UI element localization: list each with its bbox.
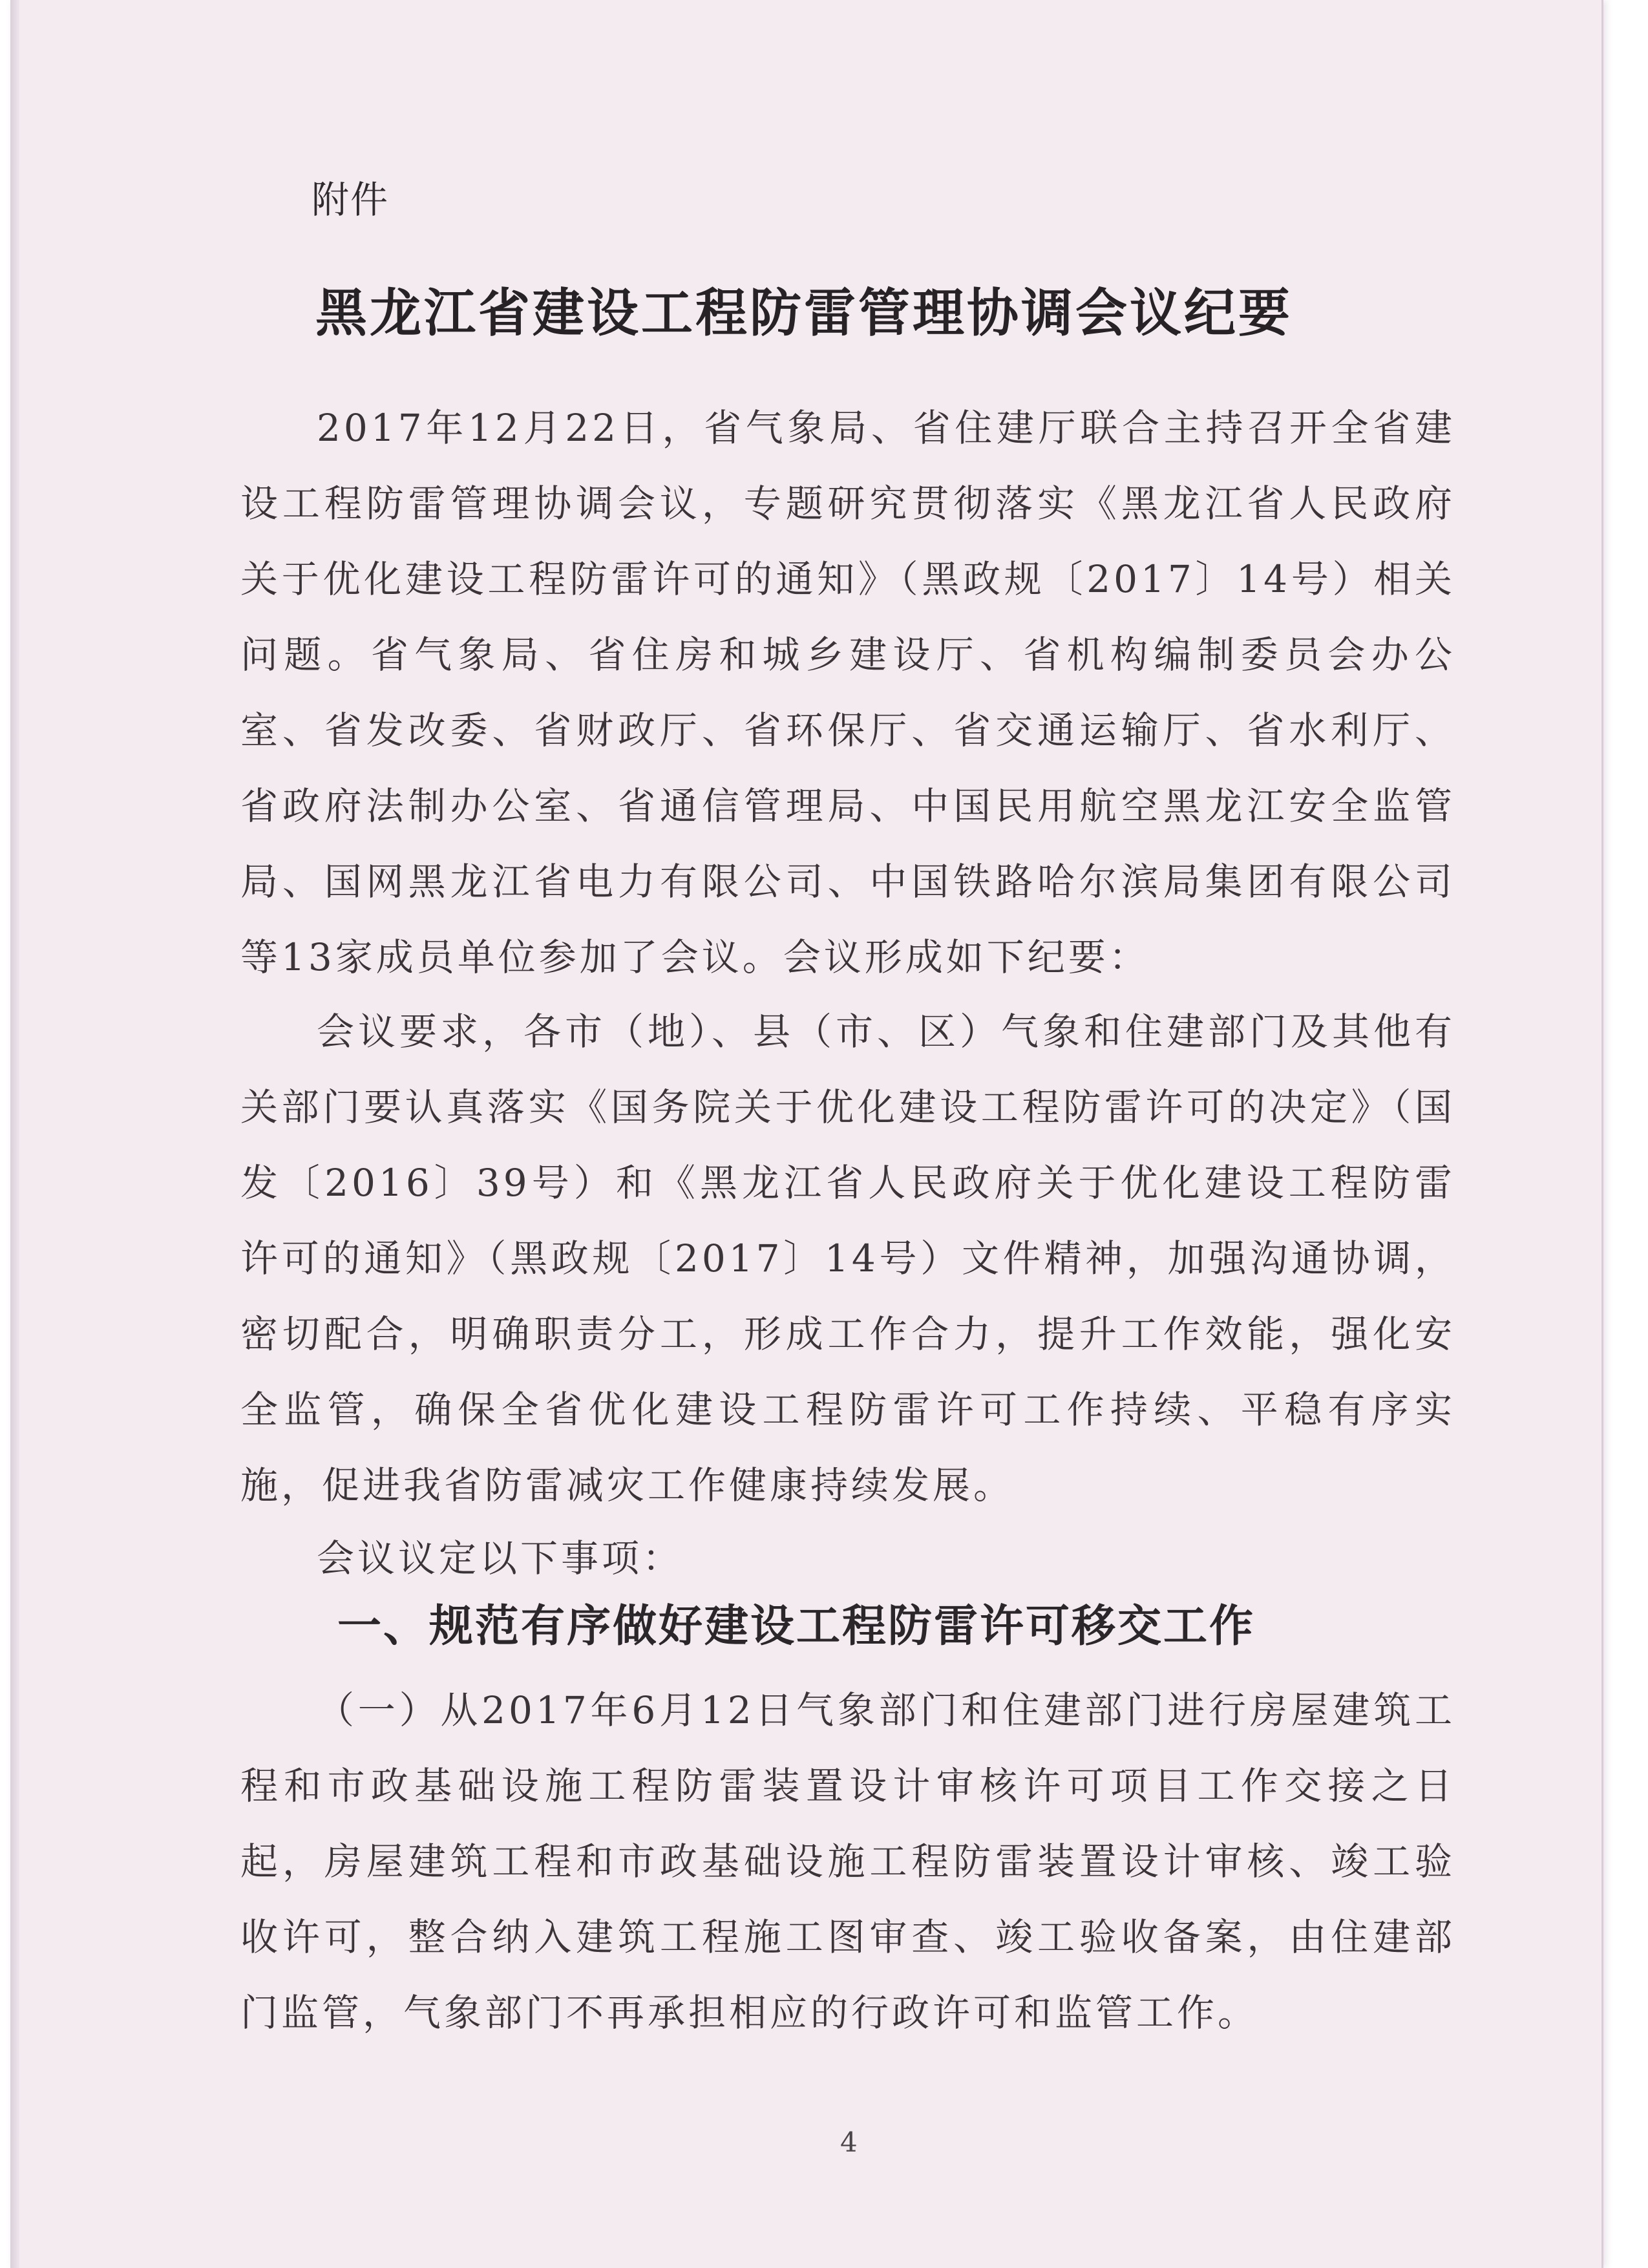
page-binding-edge <box>10 0 19 2268</box>
section-1-item-1-paragraph: （一）从2017年6月12日气象部门和住建部门进行房屋建筑工程和市政基础设施工程防雷装置设计审核许可项目工作交接之日起，房屋建筑工程和市政基础设施工程防雷装置设计审核、竣工验收许可，整合纳入建筑工程施工图审查、竣工验收备案，由住建部门监管，气象部门不再承担相应的行政许可和监管工作。 <box>240 1688 1455 2035</box>
page-number: 4 <box>840 2126 858 2158</box>
agenda-intro-paragraph: 会议议定以下事项： <box>317 1536 684 1580</box>
intro-paragraph: 2017年12月22日，省气象局、省住建厅联合主持召开全省建设工程防雷管理协调会议，专题研究贯彻落实《黑龙江省人民政府关于优化建设工程防雷许可的通知》（黑政规〔2017〕14号）相关问题。省气象局、省住房和城乡建设厅、省机构编制委员会办公室、省发改委、省财政厅、省环保厅、省交通运输厅、省水利厅、省政府法制办公室、省通信管理局、中国民用航空黑龙江安全监管局、国网黑龙江省电力有限公司、中国铁路哈尔滨局集团有限公司等13家成员单位参加了会议。会议形成如下纪要： <box>240 406 1455 979</box>
requirements-paragraph: 会议要求，各市（地）、县（市、区）气象和住建部门及其他有关部门要认真落实《国务院关于优化建设工程防雷许可的决定》（国发〔2016〕39号）和《黑龙江省人民政府关于优化建设工程防雷许可的通知》（黑政规〔2017〕14号）文件精神，加强沟通协调，密切配合，明确职责分工，形成工作合力，提升工作效能，强化安全监管，确保全省优化建设工程防雷许可工作持续、平稳有序实施，促进我省防雷减灾工作健康持续发展。 <box>240 1010 1455 1507</box>
document-page <box>10 0 1603 2268</box>
section-1-heading: 一、规范有序做好建设工程防雷许可移交工作 <box>337 1601 1256 1652</box>
document-title: 黑龙江省建设工程防雷管理协调会议纪要 <box>315 283 1293 343</box>
attachment-label: 附件 <box>312 178 390 222</box>
